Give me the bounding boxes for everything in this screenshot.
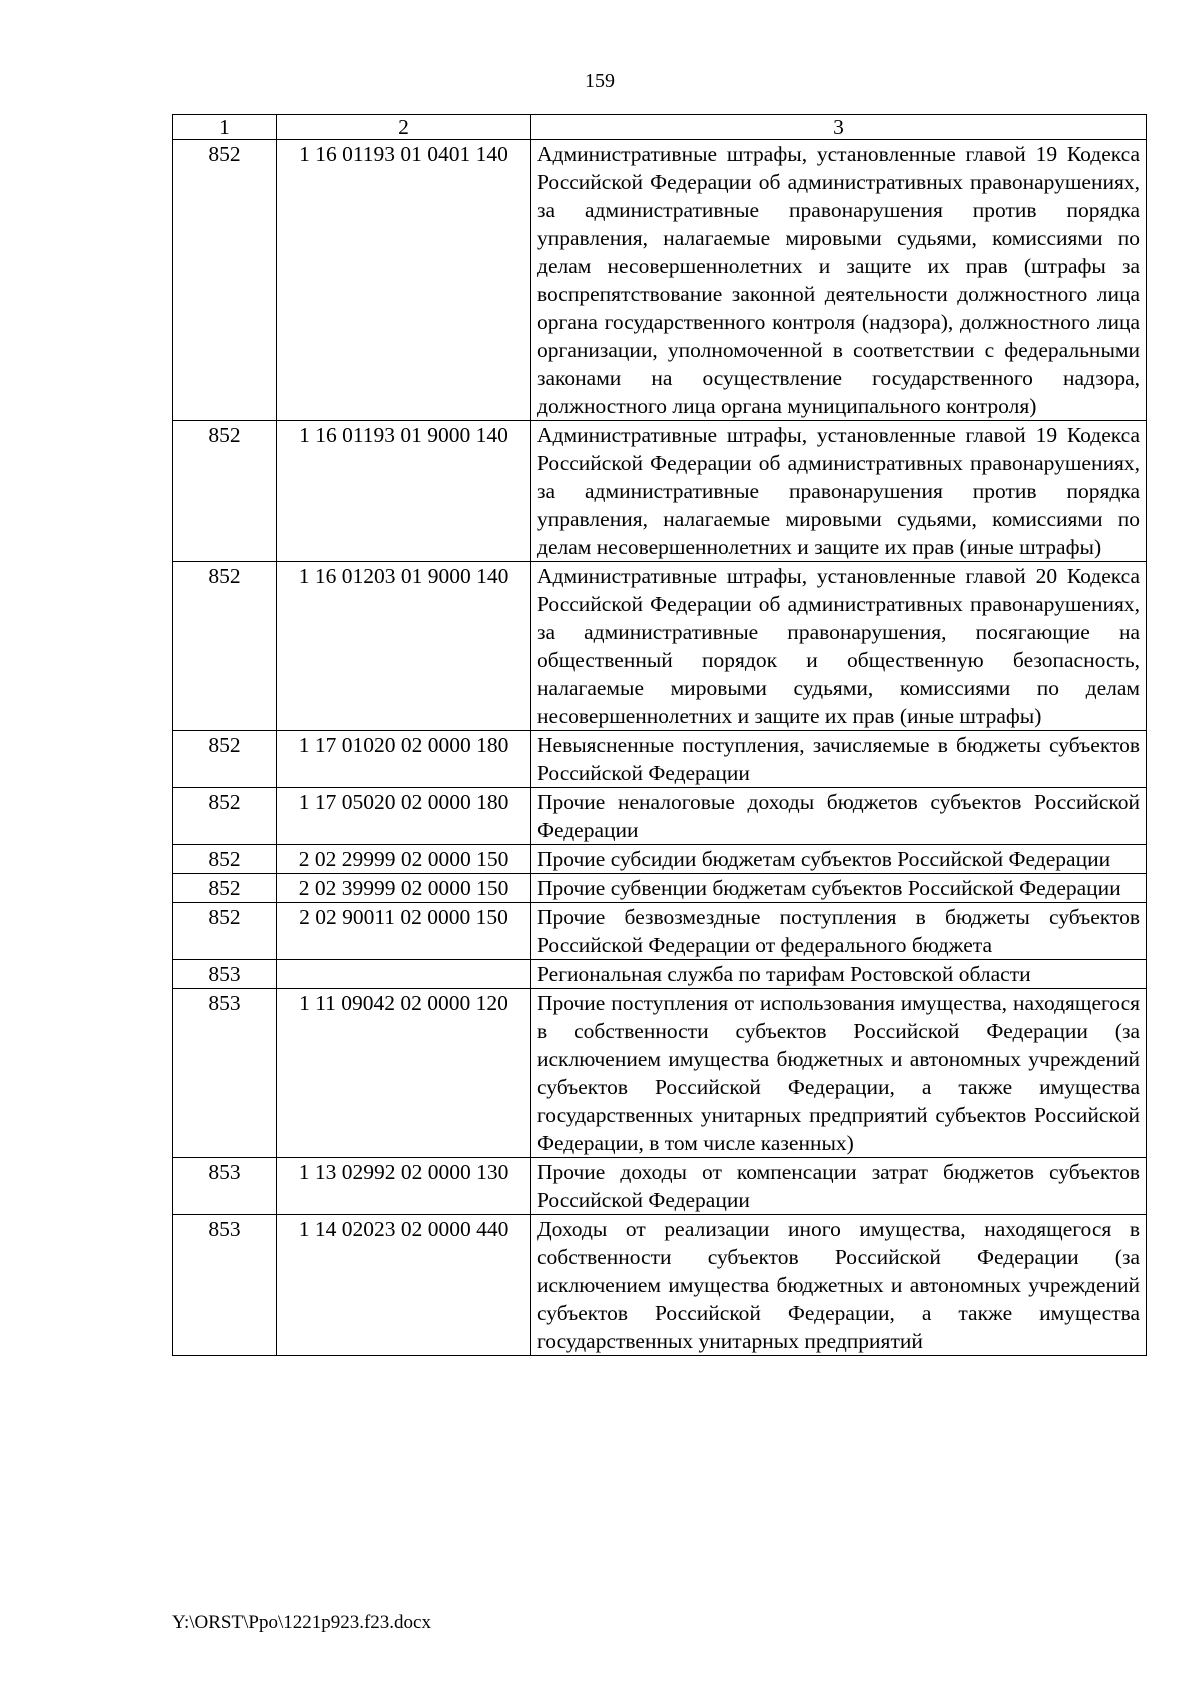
- table-row: [173, 562, 1147, 731]
- header-cell-1: 1: [173, 115, 277, 140]
- header-cell-3: 3: [531, 115, 1147, 140]
- description-cell: Региональная служба по тарифам Ростовской области: [531, 960, 1147, 989]
- description-cell: Административные штрафы, установленные главой 19 Кодекса Российской Федерации об административных правонарушениях, за административные правонарушения против порядка управления, налагаемые мировыми судьями, комиссиями по делам несовершеннолетних и защите их прав (штрафы за воспрепятствование законной деятельности должностного лица органа государственного контроля (надзора), должностного лица организации, уполномоченной в соответствии с федеральными законами на осуществление государственного надзора, должностного лица органа муниципального контроля): [531, 140, 1147, 421]
- admin-code-cell: 853: [173, 1158, 277, 1215]
- budget-code-cell: [277, 960, 531, 989]
- description-cell: Административные штрафы, установленные главой 20 Кодекса Российской Федерации об административных правонарушениях, за административные правонарушения, посягающие на общественный порядок и общественную безопасность, налагаемые мировыми судьями, комиссиями по делам несовершеннолетних и защите их прав (иные штрафы): [531, 562, 1147, 731]
- admin-code-cell: 852: [173, 788, 277, 845]
- budget-code-cell: 1 17 05020 02 0000 180: [277, 788, 531, 845]
- description-cell: Прочие поступления от использования имущества, находящегося в собственности субъектов Российской Федерации (за исключением имущества бюджетных и автономных учреждений субъектов Российской Федерации, а также имущества государственных унитарных предприятий субъектов Российской Федерации, в том числе казенных): [531, 989, 1147, 1158]
- table-row: [173, 1215, 1147, 1356]
- table-row: [173, 960, 1147, 989]
- table-row: [173, 421, 1147, 562]
- header-cell-2: 2: [277, 115, 531, 140]
- admin-code-cell: 852: [173, 562, 277, 731]
- budget-code-cell: 2 02 39999 02 0000 150: [277, 874, 531, 903]
- admin-code-cell: 852: [173, 903, 277, 960]
- budget-code-cell: 2 02 29999 02 0000 150: [277, 845, 531, 874]
- table-row: [173, 788, 1147, 845]
- description-cell: Административные штрафы, установленные главой 19 Кодекса Российской Федерации об административных правонарушениях, за административные правонарушения против порядка управления, налагаемые мировыми судьями, комиссиями по делам несовершеннолетних и защите их прав (иные штрафы): [531, 421, 1147, 562]
- admin-code-cell: 853: [173, 1215, 277, 1356]
- admin-code-cell: 853: [173, 960, 277, 989]
- table-body: [173, 115, 1147, 1356]
- admin-code-cell: 853: [173, 989, 277, 1158]
- table-row: [173, 903, 1147, 960]
- admin-code-cell: 852: [173, 140, 277, 421]
- budget-code-cell: 1 14 02023 02 0000 440: [277, 1215, 531, 1356]
- table-row: [173, 989, 1147, 1158]
- admin-code-cell: 852: [173, 421, 277, 562]
- table-row: [173, 140, 1147, 421]
- table-row: [173, 845, 1147, 874]
- description-cell: Прочие неналоговые доходы бюджетов субъектов Российской Федерации: [531, 788, 1147, 845]
- description-cell: Прочие субсидии бюджетам субъектов Российской Федерации: [531, 845, 1147, 874]
- description-cell: Невыясненные поступления, зачисляемые в бюджеты субъектов Российской Федерации: [531, 731, 1147, 788]
- table-header-row: [173, 115, 1147, 140]
- description-cell: Доходы от реализации иного имущества, находящегося в собственности субъектов Российской Федерации (за исключением имущества бюджетных и автономных учреждений субъектов Российской Федерации, а также имущества государственных унитарных предприятий: [531, 1215, 1147, 1356]
- budget-code-cell: 2 02 90011 02 0000 150: [277, 903, 531, 960]
- admin-code-cell: 852: [173, 731, 277, 788]
- admin-code-cell: 852: [173, 845, 277, 874]
- budget-code-cell: 1 13 02992 02 0000 130: [277, 1158, 531, 1215]
- budget-code-cell: 1 17 01020 02 0000 180: [277, 731, 531, 788]
- description-cell: Прочие безвозмездные поступления в бюджеты субъектов Российской Федерации от федерального бюджета: [531, 903, 1147, 960]
- description-cell: Прочие доходы от компенсации затрат бюджетов субъектов Российской Федерации: [531, 1158, 1147, 1215]
- income-codes-table: [172, 114, 1147, 1356]
- table-row: [173, 874, 1147, 903]
- budget-code-cell: 1 11 09042 02 0000 120: [277, 989, 531, 1158]
- budget-code-cell: 1 16 01203 01 9000 140: [277, 562, 531, 731]
- table-row: [173, 1158, 1147, 1215]
- table-row: [173, 731, 1147, 788]
- page-number: 159: [585, 70, 615, 92]
- admin-code-cell: 852: [173, 874, 277, 903]
- description-cell: Прочие субвенции бюджетам субъектов Российской Федерации: [531, 874, 1147, 903]
- file-path-footer: Y:\ORST\Ppo\1221p923.f23.docx: [172, 1612, 431, 1633]
- budget-code-cell: 1 16 01193 01 9000 140: [277, 421, 531, 562]
- budget-code-cell: 1 16 01193 01 0401 140: [277, 140, 531, 421]
